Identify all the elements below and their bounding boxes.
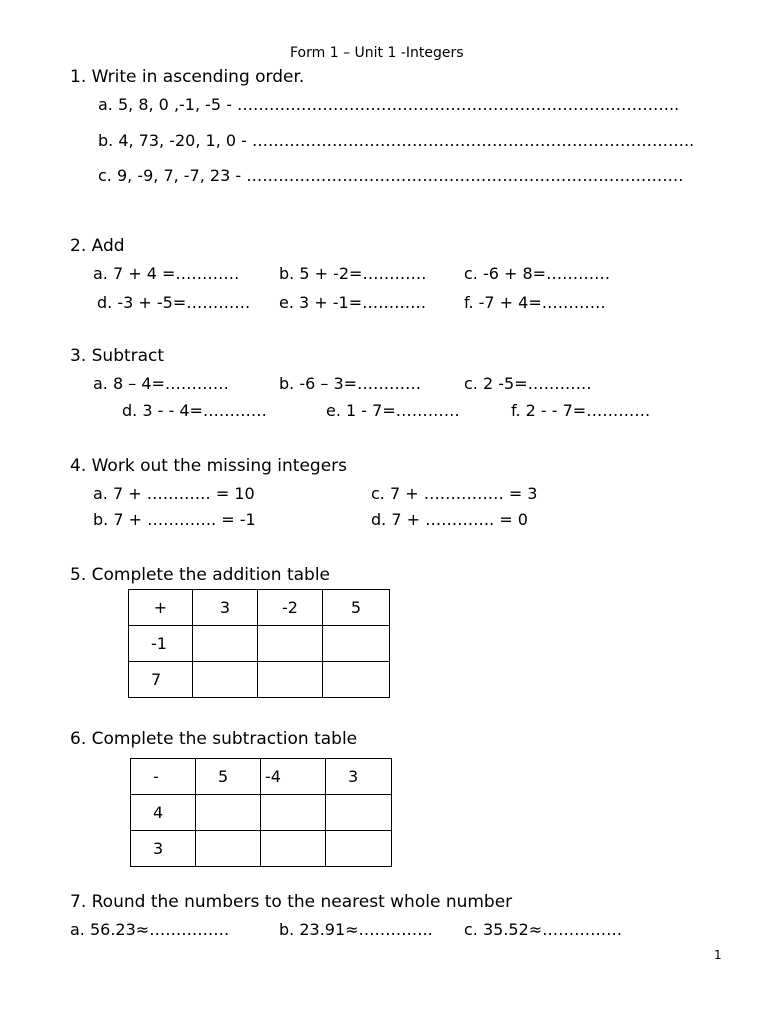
question-1-item-a: a. 5, 8, 0 ,-1, -5 - ……………………………………………………………………….. — [98, 95, 680, 114]
table-cell — [261, 795, 326, 831]
table-cell: 7 — [129, 662, 193, 698]
table-cell — [196, 831, 261, 867]
question-3-title: 3. Subtract — [70, 346, 165, 366]
question-7-item-a: a. 56.23≈…………… — [70, 920, 230, 939]
question-2-item-d: d. -3 + -5=………… — [97, 293, 251, 312]
table-cell — [193, 662, 258, 698]
table-cell — [261, 831, 326, 867]
question-3-item-b: b. -6 – 3=………… — [279, 374, 422, 393]
question-2-title: 2. Add — [70, 236, 125, 256]
question-7-item-b: b. 23.91≈………….. — [279, 920, 433, 939]
table-cell: - — [131, 759, 196, 795]
question-1-title: 1. Write in ascending order. — [70, 67, 305, 87]
table-row — [129, 662, 390, 698]
table-cell — [193, 626, 258, 662]
table-row — [131, 831, 392, 867]
table-cell — [323, 662, 390, 698]
question-1-item-c: c. 9, -9, 7, -7, 23 - ………………………………………………………………………. — [98, 166, 684, 185]
question-7-item-c: c. 35.52≈…………… — [464, 920, 623, 939]
question-3-item-e: e. 1 - 7=………… — [326, 401, 460, 420]
page-number: 1 — [714, 948, 722, 962]
question-2-item-a: a. 7 + 4 =………… — [93, 264, 240, 283]
question-3-item-d: d. 3 - - 4=………… — [122, 401, 267, 420]
table-row — [131, 795, 392, 831]
question-3-item-f: f. 2 - - 7=………… — [511, 401, 651, 420]
addition-table — [128, 589, 390, 698]
table-cell — [326, 795, 392, 831]
question-3-item-c: c. 2 -5=………… — [464, 374, 592, 393]
question-7-title: 7. Round the numbers to the nearest whole number — [70, 892, 513, 912]
question-6-title: 6. Complete the subtraction table — [70, 729, 358, 749]
table-cell: + — [129, 590, 193, 626]
table-cell — [258, 626, 323, 662]
table-cell: 3 — [326, 759, 392, 795]
question-4-item-a: a. 7 + ………… = 10 — [93, 484, 255, 503]
question-4-item-b: b. 7 + …………. = -1 — [93, 510, 256, 529]
table-cell: 3 — [131, 831, 196, 867]
table-cell — [326, 831, 392, 867]
table-cell: -2 — [258, 590, 323, 626]
table-header-row — [129, 590, 390, 626]
question-2-item-e: e. 3 + -1=………… — [279, 293, 427, 312]
question-4-item-c: c. 7 + …………… = 3 — [371, 484, 538, 503]
question-4-title: 4. Work out the missing integers — [70, 456, 348, 476]
table-header-row — [131, 759, 392, 795]
question-5-title: 5. Complete the addition table — [70, 565, 331, 585]
table-cell: 5 — [196, 759, 261, 795]
table-cell: 3 — [193, 590, 258, 626]
question-4-item-d: d. 7 + …………. = 0 — [371, 510, 528, 529]
table-cell: 5 — [323, 590, 390, 626]
question-3-item-a: a. 8 – 4=………… — [93, 374, 229, 393]
question-2-item-b: b. 5 + -2=………… — [279, 264, 427, 283]
table-cell: -4 — [261, 759, 326, 795]
table-cell — [196, 795, 261, 831]
question-2-item-f: f. -7 + 4=………… — [464, 293, 606, 312]
question-1-item-b: b. 4, 73, -20, 1, 0 - ……………………………………………………………………….. — [98, 131, 695, 150]
table-row — [129, 626, 390, 662]
table-cell — [258, 662, 323, 698]
table-cell: -1 — [129, 626, 193, 662]
table-cell — [323, 626, 390, 662]
question-2-item-c: c. -6 + 8=………… — [464, 264, 611, 283]
subtraction-table — [130, 758, 392, 867]
worksheet-header: Form 1 – Unit 1 -Integers — [290, 45, 464, 61]
table-cell: 4 — [131, 795, 196, 831]
